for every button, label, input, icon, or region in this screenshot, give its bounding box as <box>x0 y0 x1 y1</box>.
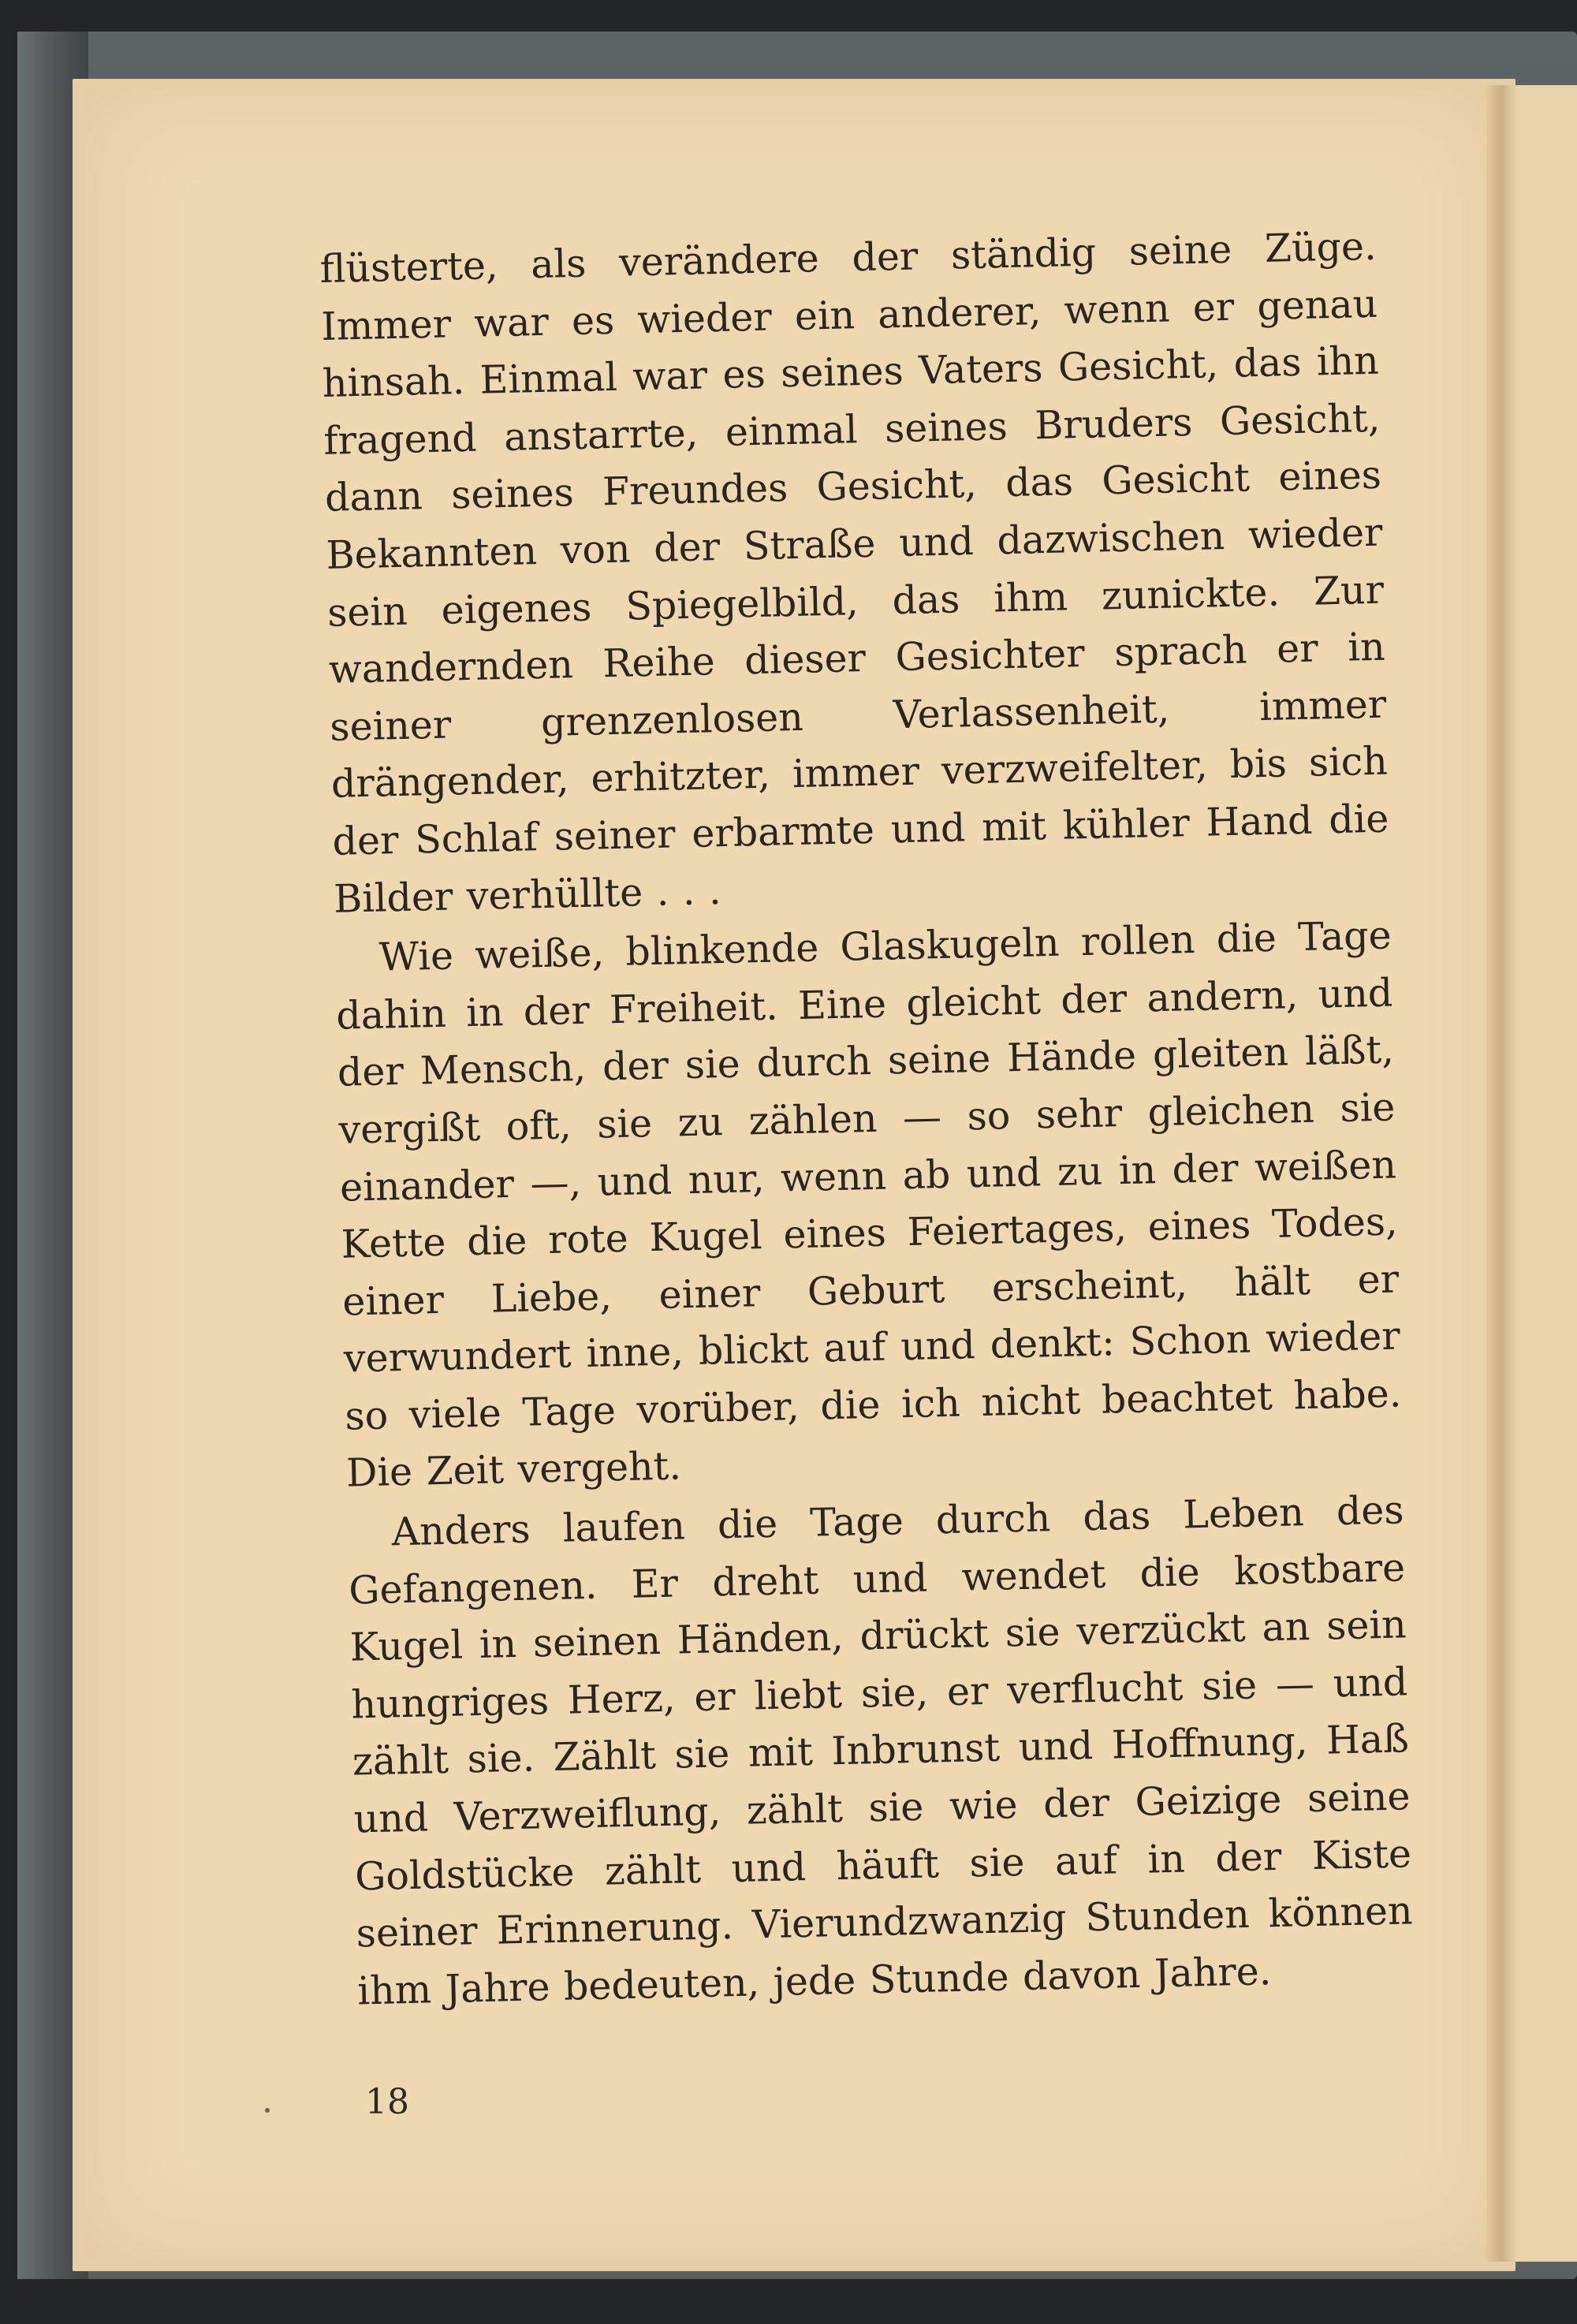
body-text <box>319 218 1415 2020</box>
paragraph-2: Wie weiße, blinkende Glaskugeln rollen die Tage dahin in der Freiheit. Eine gleicht der andern, und der Mensch, der sie durch seine Hände gleiten läßt, vergißt oft, sie zu zählen — so sehr gleichen sie einander —, und nur, wenn ab und zu in der weißen Kette die rote Kugel eines Feiertages, eines Todes, einer Liebe, einer Geburt erscheint, hält er verwundert inne, blickt auf und denkt: Schon wieder so viele Tage vorüber, die ich nicht beachtet habe. Die Zeit vergeht. <box>335 912 1402 1497</box>
paragraph-1: flüsterte, als verändere der ständig seine Züge. Immer war es wieder ein anderer, wenn er genau hinsah. Einmal war es seines Vaters Gesicht, das ihn fragend anstarrte, einmal seines Bruders Gesicht, dann seines Freundes Gesicht, das Gesicht eines Bekannten von der Straße und dazwischen wieder sein eigenes Spiegelbild, das ihm zunickte. Zur wandernden Reihe dieser Gesichter sprach er in seiner grenzenlosen Verlassenheit, immer drängender, erhitzter, immer verzweifelter, bis sich der Schlaf seiner erbarmte und mit kühler Hand die Bilder verhüllte . . . <box>319 223 1389 922</box>
page-gutter <box>1486 85 1516 2262</box>
page-number: 18 <box>365 2082 409 2122</box>
facing-page-edge <box>1516 85 1577 2262</box>
paper-speck <box>265 2108 270 2113</box>
paragraph-3: Anders laufen die Tage durch das Leben des Gefangenen. Er dreht und wendet die kostbare Kugel in seinen Händen, drückt sie verzückt an sein hungriges Herz, er liebt sie, er verflucht sie — und zählt sie. Zählt sie mit Inbrunst und Hoffnung, Haß und Verzweiflung, zählt sie wie der Geizige seine Goldstücke zählt und häuft sie auf in der Kiste seiner Erinnerung. Vierundzwanzig Stunden können ihm Jahre bedeuten, jede Stunde davon Jahre. <box>348 1487 1414 2014</box>
